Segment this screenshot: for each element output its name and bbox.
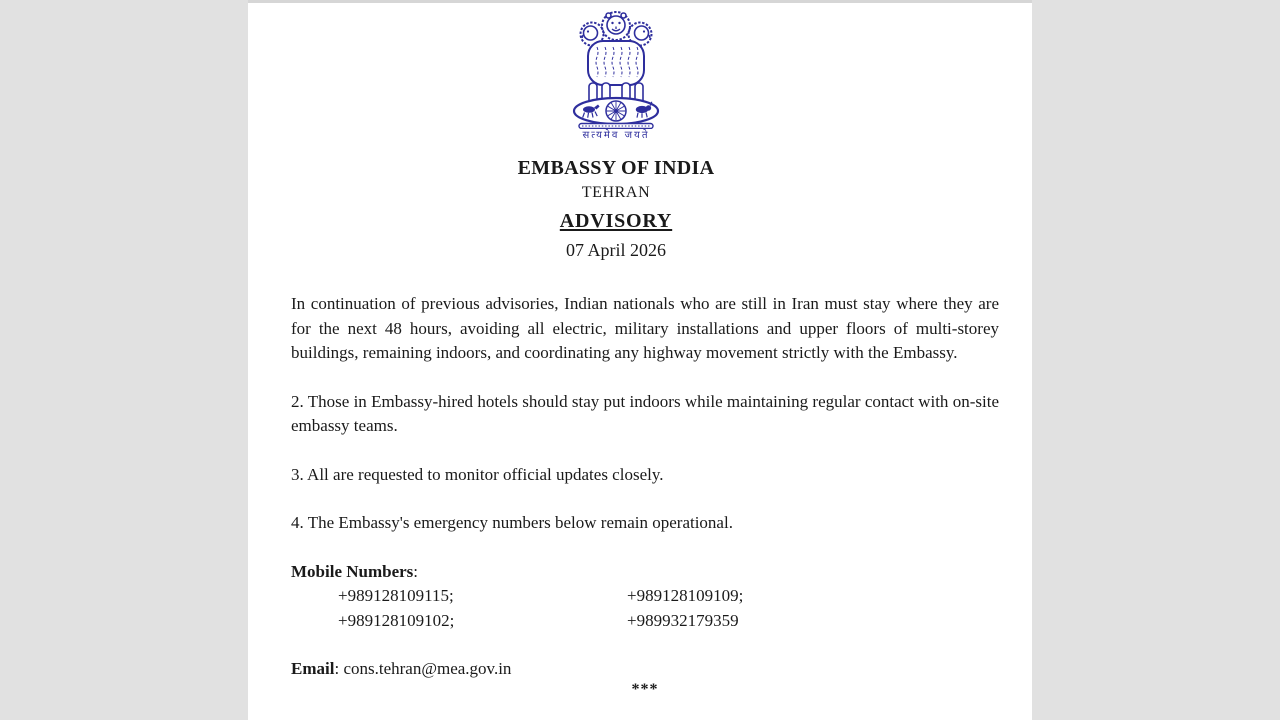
mobile-numbers-label: Mobile Numbers [291, 561, 414, 581]
email-address: cons.tehran@mea.gov.in [343, 659, 512, 678]
end-mark: *** [631, 680, 659, 698]
mobile-numbers-section [291, 560, 999, 634]
india-state-emblem-icon [569, 5, 663, 129]
email-line [291, 657, 999, 682]
phone-row [291, 609, 999, 634]
advisory-heading: ADVISORY [559, 210, 673, 232]
phone-row [291, 584, 999, 609]
letterhead [291, 5, 941, 263]
phone-number: +989932179359 [627, 610, 739, 630]
advisory-paragraph-1: In continuation of previous advisories, Indian nationals who are still in Iran must stay where they are for the next 48 hours, avoiding all electric, military installations and upper floors of multi-storey buildings, remaining indoors, and coordinating any highway movement strictly with the Embassy. [291, 294, 999, 362]
subtitle-city: TEHRAN [581, 184, 651, 201]
document-content [248, 5, 1032, 697]
phone-number: +989128109115; [338, 586, 454, 605]
document-page [248, 0, 1032, 720]
advisory-paragraph-3: 3. All are requested to monitor official updates closely. [291, 464, 664, 484]
advisory-paragraph-2: 2. Those in Embassy-hired hotels should stay put indoors while maintaining regular contact with on-site embassy teams. [291, 391, 999, 435]
email-separator: : [334, 659, 344, 678]
advisory-date: 07 April 2026 [565, 240, 666, 260]
phone-number: +989128109102; [338, 610, 455, 630]
mobile-numbers-colon: : [413, 561, 419, 581]
advisory-paragraph-4: 4. The Embassy's emergency numbers below remain operational. [291, 513, 733, 532]
page-title: EMBASSY OF INDIA [517, 157, 715, 179]
india-emblem [291, 5, 941, 142]
phone-number: +989128109109; [627, 586, 744, 605]
email-label: Email [291, 659, 335, 678]
emblem-motto: सत्यमेव जयते [582, 130, 650, 141]
mobile-numbers-label-line [291, 560, 999, 585]
